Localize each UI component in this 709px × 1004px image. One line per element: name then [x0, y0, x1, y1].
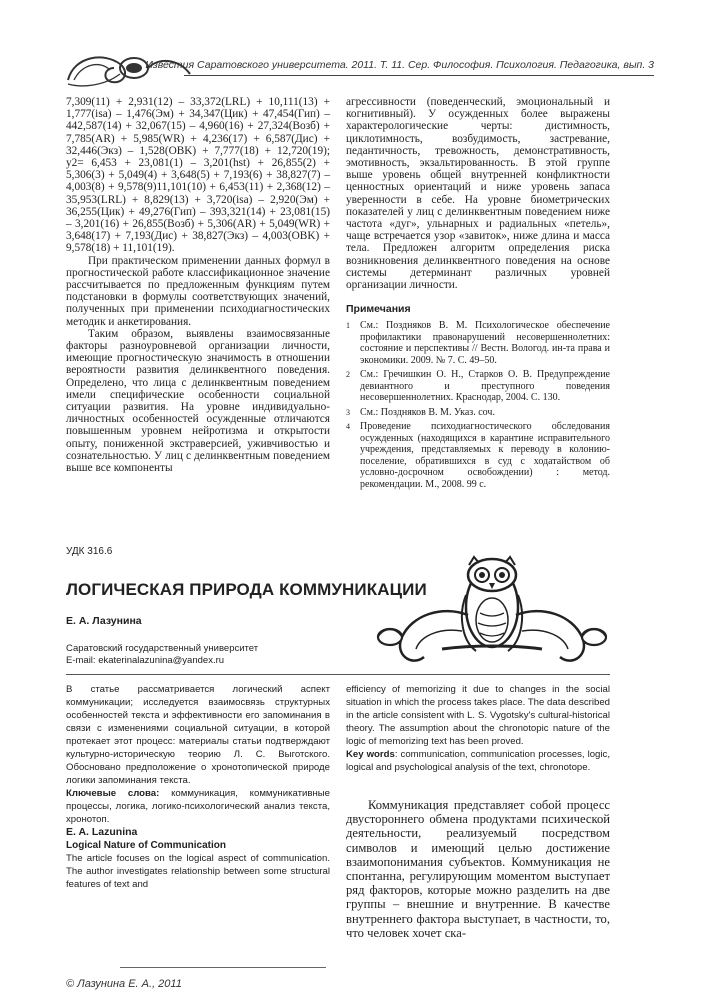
right-column-top: [346, 96, 610, 493]
abstract-ru: В статье рассматривается логический аспект коммуникации; исследуется взаимосвязь структурных особенностей текста и эффективности его запоминания в связи с изменениями социальной ситуации, в которой протекает этот процесс: материалы статьи подтверждают культурно-историческую теорию Л. С. Выготского. Обосновано предположение о хронотопической природе логики запоминания текста.: [66, 684, 330, 786]
article-title-en: Logical Nature of Communication: [66, 840, 227, 851]
keywords-en: [346, 748, 610, 774]
footnote: [346, 320, 610, 366]
footnote-text: См.: Поздняков В. М. Указ. соч.: [360, 406, 495, 418]
article-title: ЛОГИЧЕСКАЯ ПРИРОДА КОММУНИКАЦИИ: [66, 580, 427, 599]
article-body: [346, 798, 610, 940]
paragraph: агрессивности (поведенческий, эмоциональный и когнитивный). У осужденных более выражены характерологические черты: дистимность, циклотимность, возбудимость, застревание, педантичность, тревожность, демонстративность, эмотивность, экзальтированность. В этой группе выше уровень общей внутренней конфликтности ценностных ориентаций и ниже уровень запаса уверенности в себе. На уровне биометрических показателей у лиц с делинквентным поведением ниже частота «дуг», ульнарных и радиальных «петель», чаще встречается узор «завиток», ниже длина и масса тела. Предложен алгоритм определения риска возникновения делинквентного поведения на основе системы детерминант различных уровней организации личности.: [346, 96, 610, 292]
notes-heading: Примечания: [346, 303, 411, 316]
keywords-ru-text: коммуникация, коммуникативные процессы, логика, логико-психологический анализ текста, хронотоп.: [66, 788, 330, 825]
paragraph: При практическом применении данных формул в прогностической работе классификационное значение рассчитывается по предложенным функциям путем подстановки в формулы соответствующих значений, полученных при применении психодиагностических методик и анкетирования.: [66, 254, 330, 328]
author-affiliation: [66, 643, 258, 667]
footnote-text: Проведение психодиагностического обследования осужденных (находящихся в карантине исправительного учреждения, представляемых к переводу в колонию-поселение, обратившихся в суд с ходатайством об условно-досрочном освобождении) : метод. рекомендации. М., 2008. 99 с.: [360, 421, 610, 490]
footnote-number: 3: [346, 407, 350, 417]
affiliation-name: Саратовский государственный университет: [66, 643, 259, 654]
footnote-text: См.: Поздняков В. М. Психологическое обеспечение профилактики правонарушений несовершеннолетних: состояние и перспективы // Вестн. Вологод. ин-та права и экономики. 2009. № 7. С. 49–50.: [360, 320, 610, 366]
footnote-text: См.: Гречишкин О. Н., Старков О. В. Предупреждение девиантного и преступного поведения несовершеннолетних. Краснодар, 2004. С. 130.: [360, 369, 610, 404]
abstract-en-start: The article focuses on the logical aspect of communication. The author investigates relationship between some structural features of text and: [66, 853, 330, 890]
footnote-number: 1: [346, 321, 350, 331]
running-header: [64, 50, 654, 90]
paragraph: Коммуникация представляет собой процесс двустороннего обмена продуктами психической деятельности, реализуемый посредством символов и имеющий целью достижение взаимопонимания субъектов. Коммуникация не спонтанна, регулирующим моментом выступает ряд факторов, которые можно разделить на две группы – внешние и внутренние. В качестве внутреннего фактора выступает, в частности, то, что человек хочет ска-: [346, 798, 610, 940]
keywords-ru-label: Ключевые слова:: [66, 788, 160, 799]
abstract-right-column: [346, 683, 610, 774]
footnote-number: 4: [346, 422, 350, 432]
journal-running-title: Известия Саратовского университета. 2011. Т. 11. Сер. Философия. Психология. Педагогика, вып. 3: [145, 59, 654, 71]
author-name: Е. А. Лазунина: [66, 615, 142, 627]
copyright-footer: © Лазунина Е. А., 2011: [66, 978, 182, 990]
owl-ornament-icon: [372, 545, 612, 675]
footnote-number: 2: [346, 370, 350, 380]
author-email: E-mail: ekaterinalazunina@yandex.ru: [66, 655, 225, 666]
regression-equations: 7,309(11) + 2,931(12) – 33,372(LRL) + 10,111(13) + 1,777(isa) – 1,476(Эм) + 34,347(Цик) + 47,454(Гип) – 442,587(14) + 32,067(15) – 4,960(16) + 27,324(Возб) + 7,785(AR) + 5,985(WR) + 4,236(17) + 6,587(Дис) + 32,446(Экз) – 1,528(OBK) + 7,777(18) + 12,720(19); y2= 6,453 + 23,081(1) – 3,201(hst) + 26,855(2) + 5,306(3) + 5,049(4) + 3,648(5) + 7,193(6) + 38,827(7) – 4,003(8) + 9,578(9)11,101(10) + 6,453(11) + 2,368(12) – 35,953(LRL) + 8,829(13) + 3,720(isa) – 2,920(Эм) + 36,255(Цик) + 49,276(Гип) – 393,321(14) + 23,081(15) – 3,201(16) + 26,855(Возб) + 5,306(AR) + 5,049(WR) + 3,648(17) + 7,193(Дис) + 38,827(Экз) – 4,003(OBK) + 9,578(18) + 11,101(19).: [66, 96, 330, 255]
footer-rule: [120, 967, 326, 968]
footnote: [346, 407, 610, 419]
abstract-left-column: [66, 683, 330, 891]
header-rule: [184, 75, 654, 76]
abstract-en-continued: efficiency of memorizing it due to changes in the social situation in which the process takes place. The data described in the article consistent with L. S. Vygotsky's cultural-historical theory. The assumption about the chronotopic nature of the logic of memorizing text has been proved.: [346, 684, 610, 747]
footnote: [346, 369, 610, 404]
keywords-en-text: : communication, communication processes, logic, logical and psychological analysis of the text, chronotope.: [346, 749, 610, 773]
udc-code: УДК 316.6: [66, 546, 113, 557]
left-column-top: [66, 96, 330, 474]
notes-list: [346, 320, 610, 490]
paragraph: Таким образом, выявлены взаимосвязанные факторы разноуровневой организации личности, имеющие прогностическую значимость в отношении вероятности развития делинквентного поведения. Определено, что лица с делинквентным поведением имели специфические особенности социальной ситуации развития. На уровне индивидуально-личностных особенностей осужденные отличаются повышенным уровнем нейротизма и открытости опыту, пониженной экстраверсией, уживчивостью и сознательностью. У лиц с делинквентным поведением выше все компоненты: [66, 327, 330, 475]
author-name-en: E. A. Lazunina: [66, 826, 138, 838]
keywords-en-label: Key words: [346, 749, 395, 760]
footnote: [346, 421, 610, 490]
keywords-ru: [66, 787, 330, 826]
section-rule: [66, 674, 610, 675]
